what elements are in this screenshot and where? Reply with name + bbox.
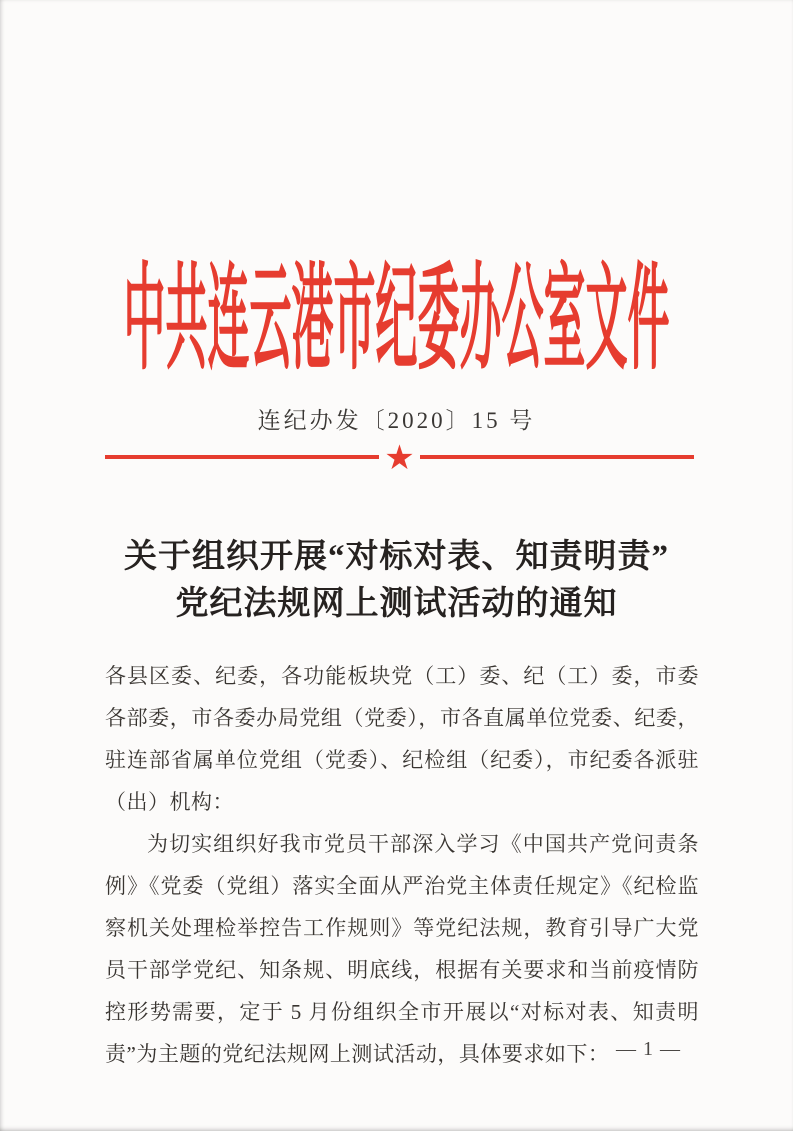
document-title-line2: 党纪法规网上测试活动的通知 [175, 586, 618, 622]
issuing-authority-title: 中共连云港市纪委办公室文件 [123, 258, 670, 386]
document-body [105, 655, 699, 1075]
body-paragraph: 为切实组织好我市党员干部深入学习《中国共产党问责条例》《党委（党组）落实全面从严治党主体责任规定》《纪检监察机关处理检举控告工作规则》等党纪法规，教育引导广大党员干部学党纪、知条规、明底线，根据有关要求和当前疫情防控形势需要，定于 5 月份组织全市开展以“对标对表、知责明责”为主题的党纪法规网上测试活动，具体要求如下： [105, 832, 699, 1066]
document-title-line1: 关于组织开展“对标对表、知责明责” [124, 539, 669, 575]
document-title [0, 534, 793, 628]
divider-line-left [105, 455, 379, 459]
red-divider [105, 438, 694, 478]
document-number: 连纪办发〔2020〕15 号 [257, 408, 536, 433]
divider-line-right [420, 455, 694, 459]
star-icon: ★ [384, 438, 415, 478]
page-number: — 1 — [616, 1038, 681, 1060]
document-header [0, 245, 793, 386]
recipients-paragraph: 各县区委、纪委，各功能板块党（工）委、纪（工）委，市委各部委，市各委办局党组（党委），市各直属单位党委、纪委，驻连部省属单位党组（党委）、纪检组（纪委），市纪委各派驻（出）机构： [105, 664, 699, 814]
